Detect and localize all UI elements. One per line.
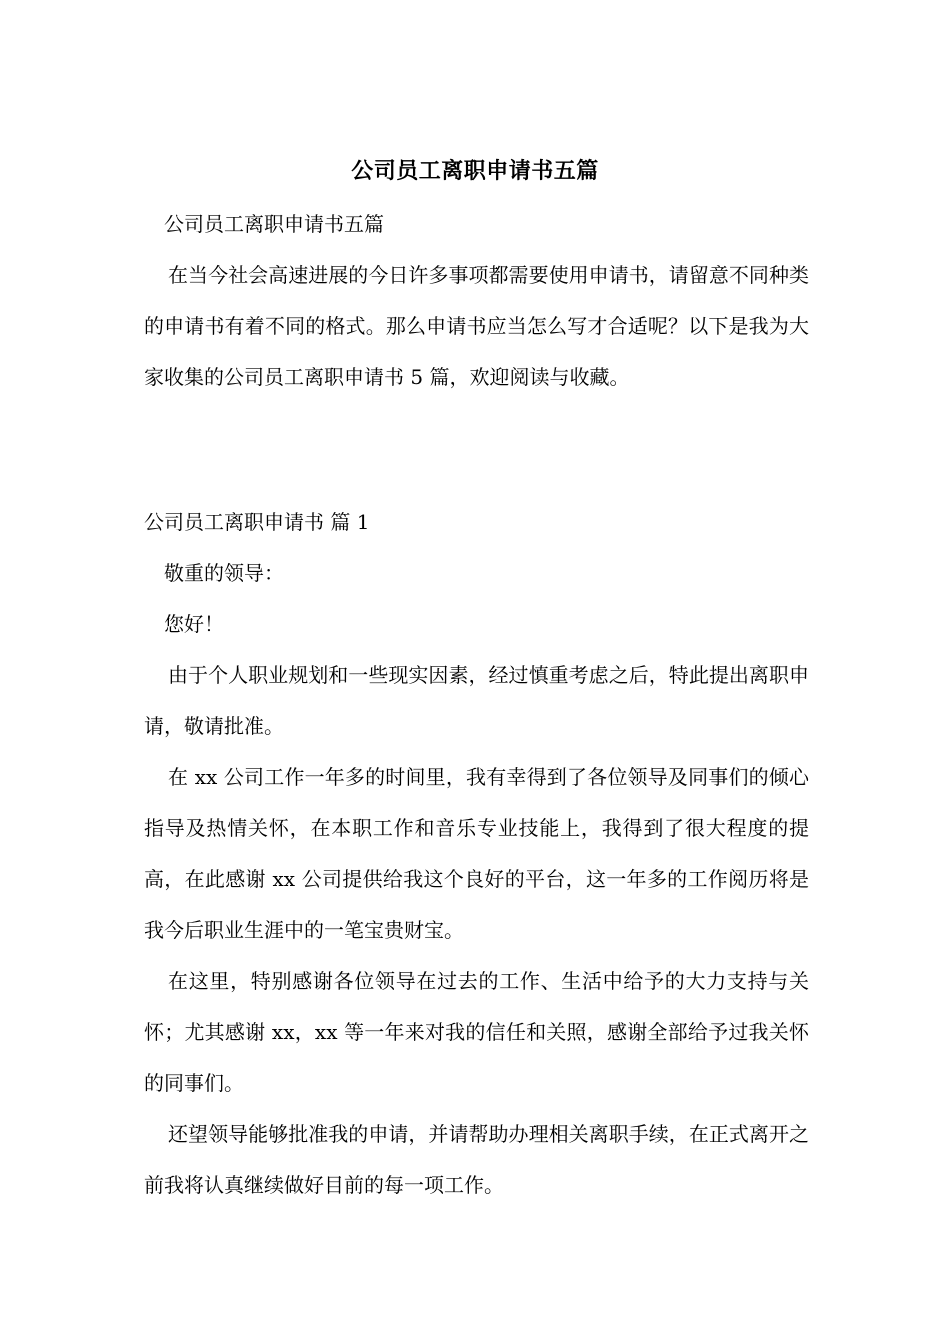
letter-paragraph: 在 xx 公司工作一年多的时间里，我有幸得到了各位领导及同事们的倾心指导及热情关怀，在本职工作和音乐专业技能上，我得到了很大程度的提高，在此感谢 xx 公司提供给我这个良好的平台，这一年多的工作阅历将是我今后职业生涯中的一笔宝贵财宝。 <box>144 765 809 942</box>
document-body-intro <box>144 199 809 403</box>
document-title: 公司员工离职申请书五篇 <box>351 158 599 184</box>
section-heading: 公司员工离职申请书 篇 1 <box>144 510 370 534</box>
letter-paragraph: 还望领导能够批准我的申请，并请帮助办理相关离职手续，在正式离开之前我将认真继续做好目前的每一项工作。 <box>144 1122 809 1197</box>
salutation: 敬重的领导： <box>164 561 284 585</box>
document-subtitle: 公司员工离职申请书五篇 <box>164 212 384 236</box>
letter-paragraph: 在这里，特别感谢各位领导在过去的工作、生活中给予的大力支持与关怀；尤其感谢 xx，xx 等一年来对我的信任和关照，感谢全部给予过我关怀的同事们。 <box>144 969 809 1095</box>
letter-paragraph: 由于个人职业规划和一些现实因素，经过慎重考虑之后，特此提出离职申请，敬请批准。 <box>144 663 809 738</box>
greeting: 您好！ <box>164 612 224 636</box>
intro-paragraph: 在当今社会高速进展的今日许多事项都需要使用申请书，请留意不同种类的申请书有着不同的格式。那么申请书应当怎么写才合适呢？以下是我为大家收集的公司员工离职申请书 5 篇，欢迎阅读与收藏。 <box>144 263 809 389</box>
document-body-letter <box>144 497 809 1211</box>
